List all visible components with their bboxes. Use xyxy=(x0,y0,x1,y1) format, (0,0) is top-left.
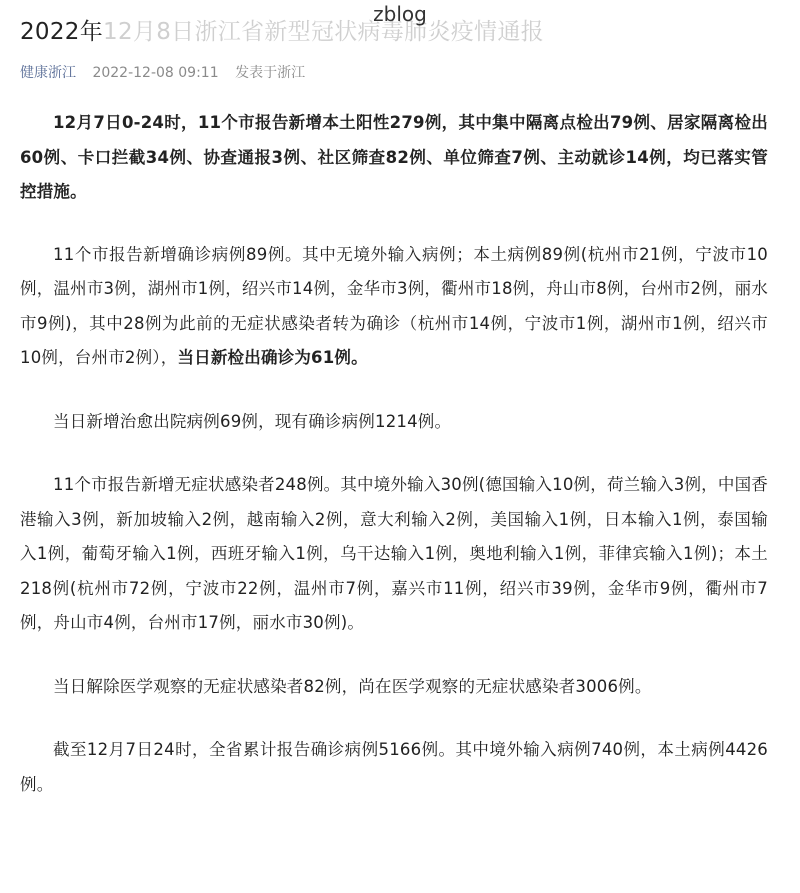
article-title-year: 2022年 xyxy=(20,19,104,45)
publish-date: 2022-12-08 09:11 xyxy=(92,65,219,81)
article-body xyxy=(0,82,800,802)
paragraph-released-observation: 当日解除医学观察的无症状感染者82例，尚在医学观察的无症状感染者3006例。 xyxy=(53,676,652,696)
confirmed-cases-text: 11个市报告新增确诊病例89例。其中无境外输入病例；本土病例89例(杭州市21例，宁波市10例，温州市3例，湖州市1例，绍兴市14例，金华市3例，衢州市18例，舟山市8例，台州市2例，丽水市9例)，其中28例为此前的无症状感染者转为确诊（杭州市14例，宁波市1例，湖州市1例，绍兴市10例，台州市2例）， xyxy=(20,244,768,367)
confirmed-cases-highlight: 当日新检出确诊为61例。 xyxy=(177,348,368,367)
publish-location: 发表于浙江 xyxy=(235,65,306,81)
paragraph-asymptomatic: 11个市报告新增无症状感染者248例。其中境外输入30例(德国输入10例，荷兰输入3例，中国香港输入3例，新加坡输入2例，越南输入2例，意大利输入2例，美国输入1例，日本输入1例，泰国输入1例，葡萄牙输入1例，西班牙输入1例，乌干达输入1例，奥地利输入1例，菲律宾输入1例)；本土218例(杭州市72例，宁波市22例，温州市7例，嘉兴市11例，绍兴市39例，金华市9例，衢州市7例，舟山市4例，台州市17例，丽水市30例)。 xyxy=(20,475,768,632)
paragraph-recovered: 当日新增治愈出院病例69例，现有确诊病例1214例。 xyxy=(53,411,452,431)
watermark-text: zblog xyxy=(373,2,427,26)
author-link[interactable]: 健康浙江 xyxy=(20,65,76,81)
article-meta xyxy=(0,48,800,82)
paragraph-cumulative: 截至12月7日24时，全省累计报告确诊病例5166例。其中境外输入病例740例，本土病例4426例。 xyxy=(20,740,768,794)
paragraph-summary: 12月7日0-24时，11个市报告新增本土阳性279例，其中集中隔离点检出79例、居家隔离检出60例、卡口拦截34例、协查通报3例、社区筛查82例、单位筛查7例、主动就诊14例，均已落实管控措施。 xyxy=(20,113,768,201)
article-title-rest: 12月8日浙江省新型冠状病毒肺炎疫情通报 xyxy=(103,19,544,45)
paragraph-confirmed-cases xyxy=(20,238,768,376)
